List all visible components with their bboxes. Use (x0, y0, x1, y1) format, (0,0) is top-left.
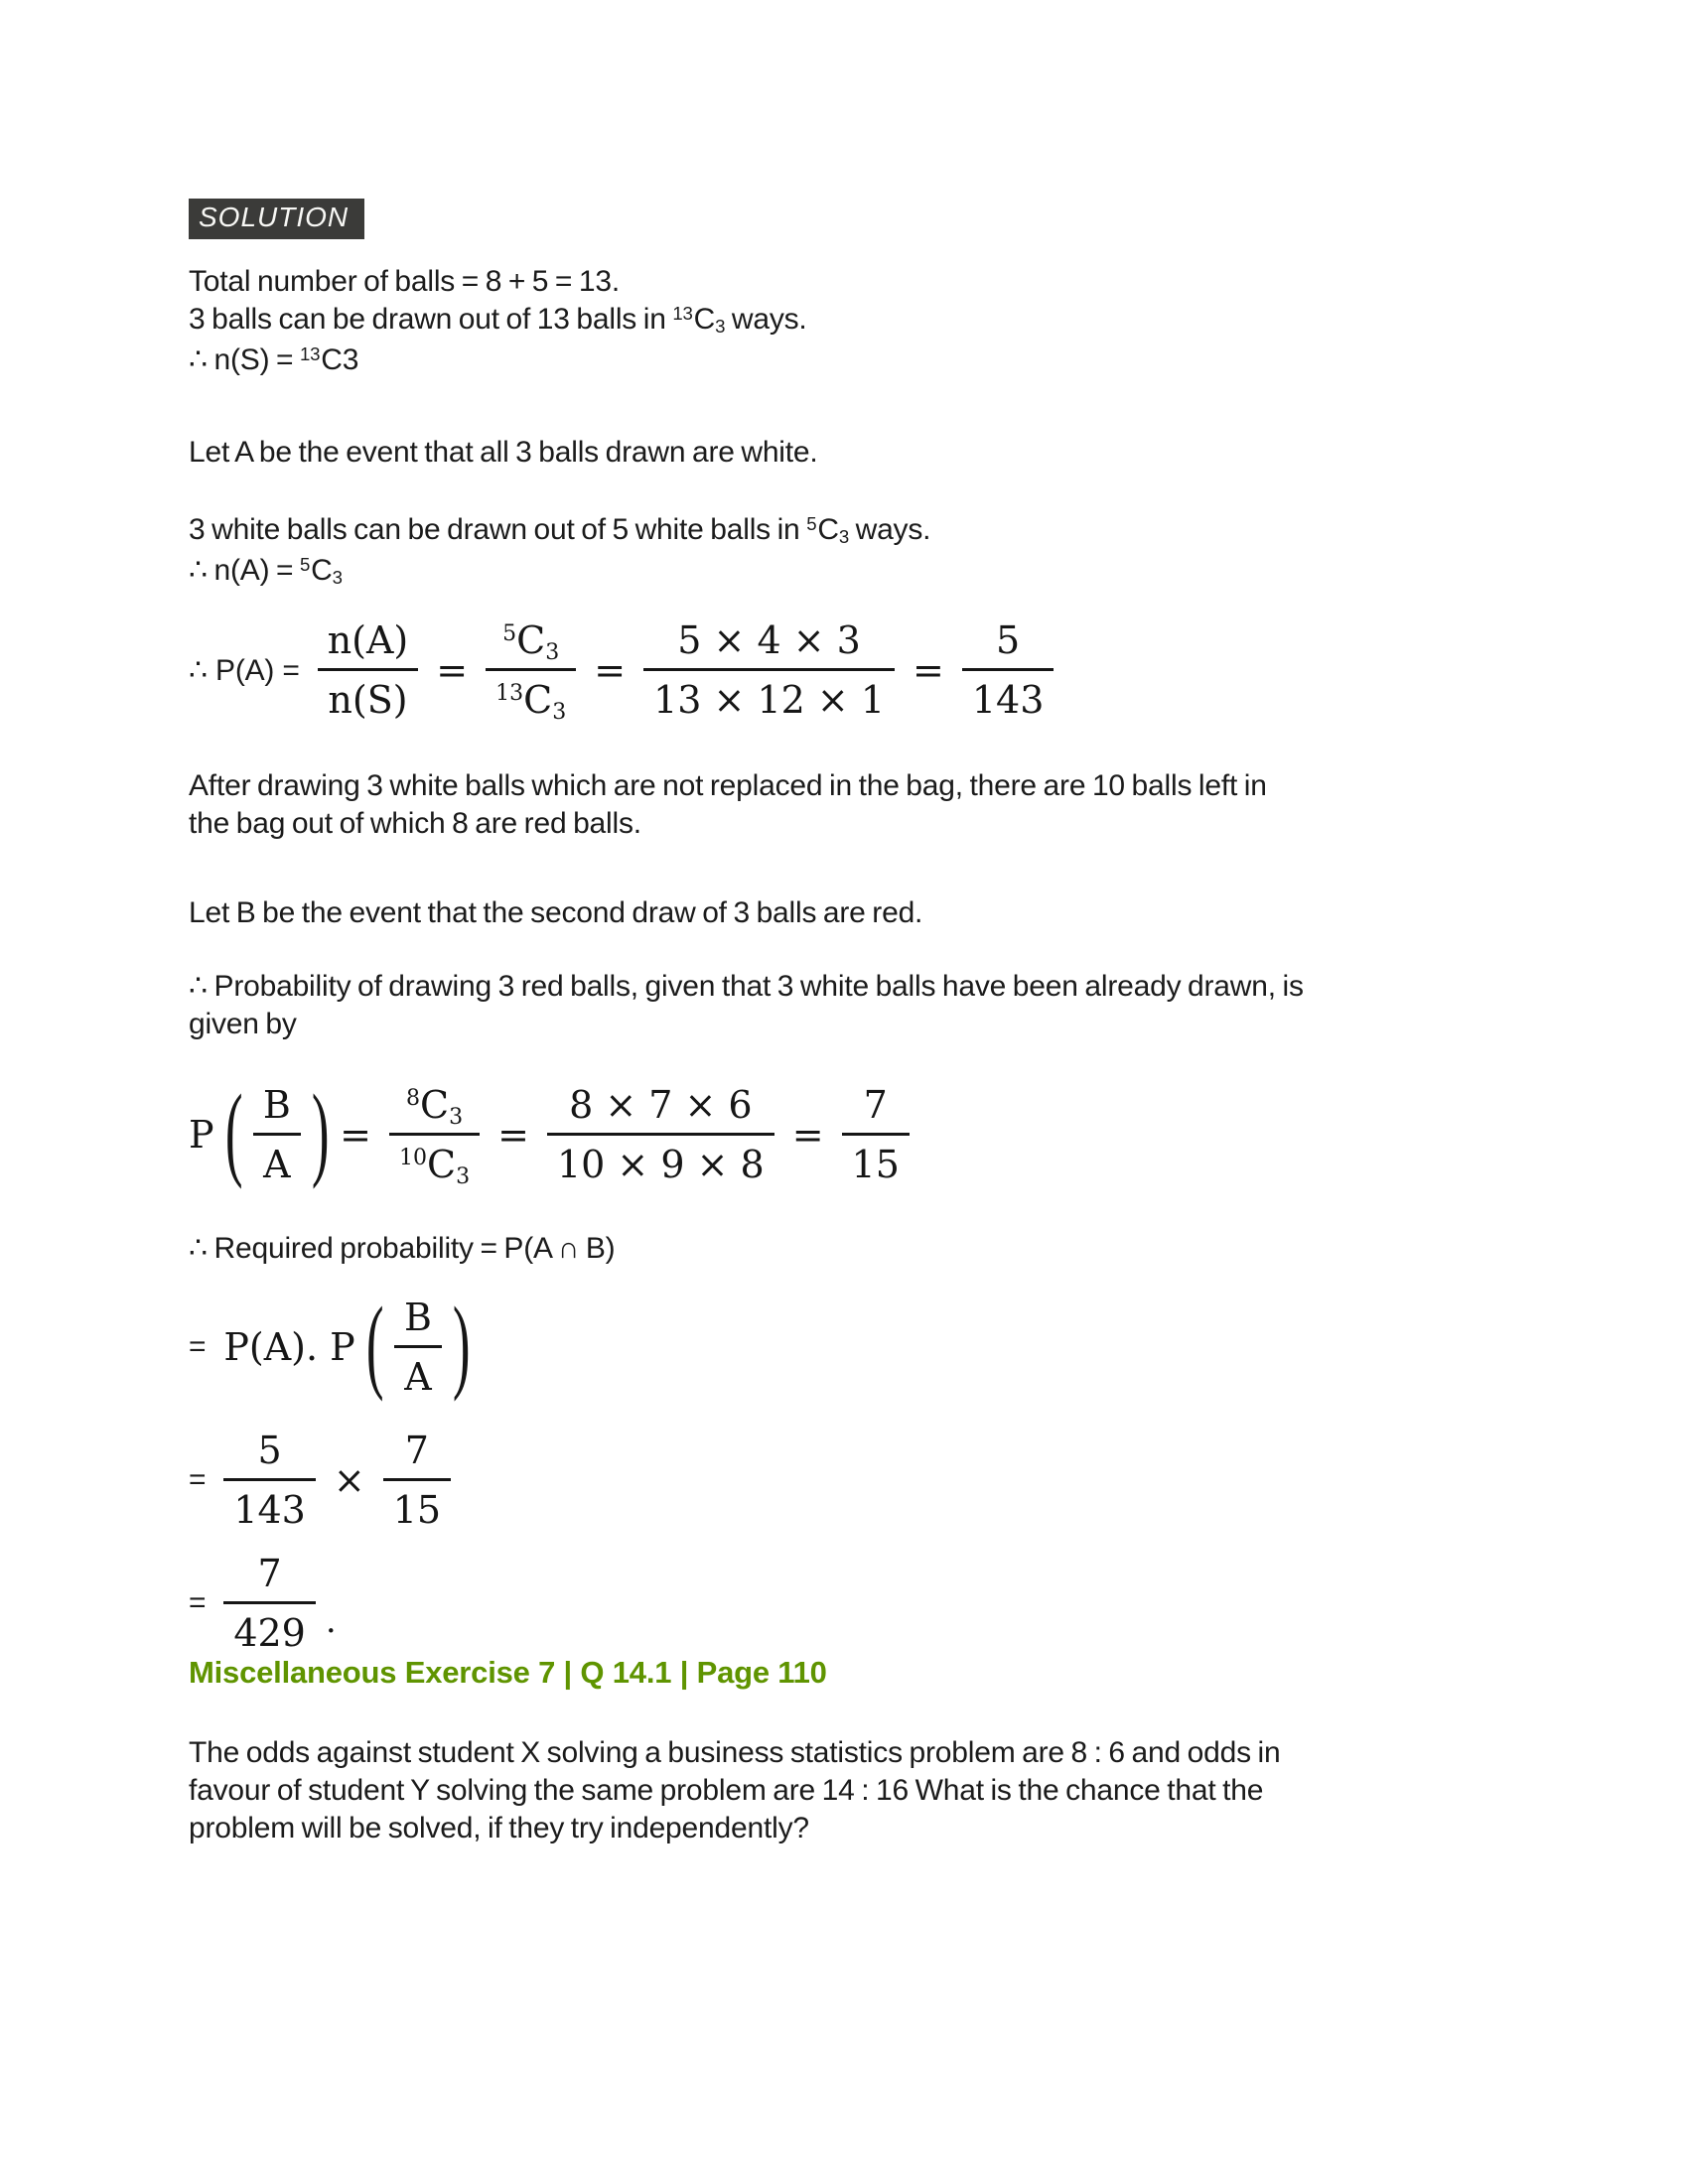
equals-sign: = (189, 1463, 207, 1496)
fraction-denominator: 429 (223, 1601, 316, 1655)
fraction-7-429 (223, 1552, 316, 1655)
formula-final-result (189, 1552, 1489, 1655)
fraction-8c3-over-10c3 (389, 1083, 480, 1189)
fraction-denominator: 10 × 9 × 8 (547, 1133, 774, 1186)
text-ways: ways. (725, 303, 807, 336)
line-after-drawing-1: After drawing 3 white balls which are not replaced in the bag, there are 10 balls left in (189, 769, 1267, 802)
text-ns-equals: ∴ n(S) = (189, 343, 300, 376)
equals-sign: = (340, 1113, 371, 1157)
fraction-denominator: n(S) (318, 668, 417, 722)
ncr-subscript: 3 (545, 639, 560, 665)
ncr-subscript: 3 (552, 699, 567, 725)
formula2-lead-p: P (189, 1113, 214, 1157)
equals-sign: = (791, 1113, 824, 1157)
fraction-numerator: 7 (404, 1429, 429, 1472)
fraction-numerator (396, 1083, 473, 1133)
ncr-superscript: 5 (502, 620, 517, 646)
solution-badge (189, 199, 364, 239)
multiplication-sign: × (333, 1458, 365, 1502)
fraction-numerator: 5 × 4 × 3 (677, 618, 861, 662)
equals-sign: = (436, 648, 469, 692)
text-ways-2: ways. (848, 513, 931, 546)
text-na-equals: ∴ n(A) = (189, 554, 300, 587)
fraction-numerator: n(A) (327, 618, 409, 662)
fraction-denominator (486, 668, 576, 725)
ncr-13-base: C (693, 303, 716, 336)
fraction-result-7-15 (842, 1083, 910, 1186)
ncr-subscript: 3 (456, 1163, 471, 1189)
open-parenthesis: ( (224, 1073, 243, 1189)
na-superscript: 5 (300, 553, 311, 575)
formula-probability-b-given-a (189, 1073, 1489, 1190)
fraction-numerator: 5 (257, 1429, 282, 1472)
na-subscript: 3 (332, 567, 343, 589)
fraction-denominator: 13 × 12 × 1 (643, 668, 895, 722)
paragraph-event-b: Let B be the event that the second draw of 3 balls are red. (189, 896, 923, 929)
formula-product-rule (189, 1286, 1489, 1403)
period-mark: . (325, 1601, 337, 1641)
equals-sign: = (497, 1113, 529, 1157)
fraction-5-143 (223, 1429, 316, 1532)
ncr-5-superscript: 5 (806, 512, 817, 534)
fraction-denominator: 143 (962, 668, 1055, 722)
fraction-denominator: 143 (223, 1478, 316, 1532)
question-line-3: problem will be solved, if they try independently? (189, 1812, 809, 1844)
ncr-base: C (427, 1143, 457, 1186)
fraction-5c3-over-13c3 (486, 618, 576, 725)
ncr-subscript: 3 (449, 1104, 464, 1130)
line-n-of-s (189, 341, 1489, 382)
text-white-balls-drawn: 3 white balls can be drawn out of 5 white balls in (189, 513, 807, 546)
formula-probability-a (189, 618, 1489, 725)
ncr-13-subscript: 3 (715, 316, 726, 338)
fraction-denominator (389, 1133, 480, 1189)
formula1-lead: ∴ P(A) = (189, 653, 300, 687)
line-13c3-ways (189, 301, 1489, 341)
fraction-denominator: A (253, 1133, 300, 1186)
line-5c3-ways (189, 511, 1489, 552)
ns-base: C3 (321, 343, 359, 376)
paragraph-after-drawing (189, 767, 1489, 843)
exercise-reference-link[interactable]: Miscellaneous Exercise 7 | Q 14.1 | Page 110 (189, 1655, 827, 1690)
line-total-balls: Total number of balls = 8 + 5 = 13. (189, 265, 620, 298)
paragraph-next-question (189, 1734, 1489, 1847)
fraction-numerator: 5 (996, 618, 1021, 662)
solution-badge-label: SOLUTION (199, 202, 350, 232)
fraction-b-over-a (394, 1296, 442, 1399)
fraction-b-over-a (253, 1083, 301, 1186)
paragraph-total-balls (189, 263, 1489, 382)
fraction-numerator: 8 × 7 × 6 (569, 1083, 753, 1127)
open-parenthesis: ( (365, 1286, 384, 1402)
fraction-multiplication (643, 618, 895, 722)
fraction-denominator: 15 (842, 1133, 910, 1186)
fraction-numerator: B (404, 1296, 432, 1339)
fraction-numerator: 7 (863, 1083, 888, 1127)
paragraph-white-balls (189, 511, 1489, 593)
close-parenthesis: ) (452, 1286, 471, 1402)
ncr-base: C (523, 678, 553, 722)
fraction-na-over-ns (318, 618, 419, 722)
ncr-13-superscript: 13 (672, 302, 693, 324)
ncr-base: C (420, 1083, 450, 1127)
line-after-drawing-2: the bag out of which 8 are red balls. (189, 807, 641, 840)
line-probability-2: given by (189, 1008, 297, 1040)
equals-sign: = (189, 1586, 207, 1619)
formula-fraction-product (189, 1429, 1489, 1532)
equals-sign: = (913, 648, 944, 692)
fraction-numerator: B (262, 1083, 291, 1127)
line-n-of-a (189, 552, 1489, 593)
fraction-result-5-143 (962, 618, 1055, 722)
ns-superscript: 13 (300, 342, 321, 364)
line-probability-1: ∴ Probability of drawing 3 red balls, given that 3 white balls have been already drawn, is (189, 970, 1304, 1003)
paragraph-probability-drawing-red (189, 968, 1489, 1043)
fraction-denominator: A (394, 1345, 441, 1399)
close-parenthesis: ) (311, 1073, 330, 1189)
ncr-superscript: 13 (495, 680, 524, 706)
ncr-5-subscript: 3 (838, 526, 849, 548)
ncr-base: C (516, 618, 546, 662)
question-line-1: The odds against student X solving a business statistics problem are 8 : 6 and odds in (189, 1736, 1281, 1769)
fraction-multiplication (547, 1083, 774, 1186)
question-line-2: favour of student Y solving the same problem are 14 : 16 What is the chance that the (189, 1774, 1264, 1807)
ncr-superscript: 10 (398, 1145, 428, 1170)
equals-sign: = (594, 648, 627, 692)
fraction-denominator: 15 (383, 1478, 451, 1532)
equals-sign: = (189, 1330, 207, 1363)
text-balls-drawn-13: 3 balls can be drawn out of 13 balls in (189, 303, 673, 336)
fraction-numerator (492, 618, 569, 668)
na-base: C (311, 554, 333, 587)
paragraph-event-a: Let A be the event that all 3 balls drawn are white. (189, 436, 818, 469)
fraction-7-15 (383, 1429, 451, 1532)
fraction-numerator: 7 (257, 1552, 282, 1595)
ncr-5-base: C (817, 513, 839, 546)
formula3-pa-dot-p: P(A). P (223, 1325, 355, 1369)
ncr-superscript: 8 (405, 1085, 421, 1111)
paragraph-required-probability: ∴ Required probability = P(A ∩ B) (189, 1232, 616, 1265)
